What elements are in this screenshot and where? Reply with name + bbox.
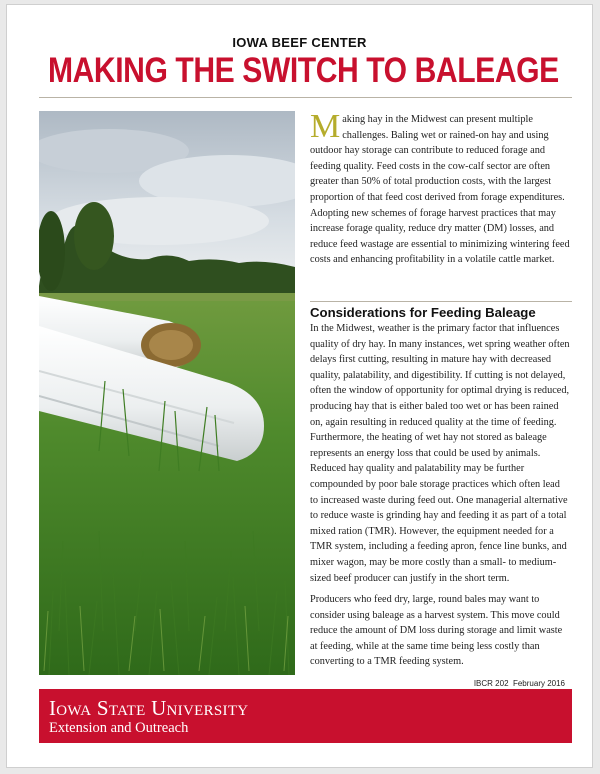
dropcap-letter: M [310, 108, 341, 145]
footer-banner [39, 689, 572, 743]
intro-text: aking hay in the Midwest can present multiple challenges. Baling wet or rained-on hay and using outdoor hay storage can contribute to reduced forage and feeding quality. Feed costs in the cow-calf sector are often greater than 50% of total production costs, with the largest proportion of that feed cost derived from forage expenditures. Adopting new schemes of forage harvest practices that may increase forage quality, reduce dry matter (DM) losses, and reduce feed wastage are essential to minimizing wintering feed costs and enhancing profitability in a volatile cattle market. [310, 114, 570, 266]
publication-date: February 2016 [512, 679, 565, 688]
page-title: MAKING THE SWITCH TO BALEAGE [47, 51, 559, 90]
body-paragraph-2: Producers who feed dry, large, round bales may want to consider using baleage as a harvest system. This move could reduce the amount of DM loss during storage and limit waste at feeding, while at the same time being less costly than converting to a TMR feeding system. [310, 594, 563, 668]
baleage-field-photo [39, 111, 295, 675]
document-page [6, 4, 593, 768]
university-wordmark [49, 697, 248, 719]
kicker-label: IOWA BEEF CENTER [232, 35, 367, 50]
publication-code: IBCR 202 [473, 679, 509, 688]
intro-paragraph [310, 108, 570, 268]
brand-name: Iowa State University [49, 696, 249, 720]
title-divider [39, 97, 572, 98]
section-divider [310, 301, 572, 302]
body-paragraph-1: In the Midwest, weather is the primary factor that influences quality of dry hay. In many instances, wet spring weather often delays first cutting, resulting in mature hay with decreased quality, palatability, and digestibility. If cutting is not delayed, often the window of opportunity for optimal drying is reduced, producing hay that is either baled too wet or has been rained on, again resulting in reduced quality at the time of feeding. Furthermore, the heating of wet hay not stored as baleage represents an energy loss that could be used by animals. Reduced hay quality and palatability may be further compounded by poor bale storage practices which often lead to increased waste during feed out. One managerial alternative to reduce waste is grinding hay and feeding it as part of a total mixed ration (TMR). However, the equipment needed for a TMR system, including a feeding apron, fence line bunks, and mixer wagon, may be more costly than a small- to medium-sized beef producer can justify in the short term. [310, 323, 570, 584]
extension-subtitle: Extension and Outreach [49, 720, 189, 736]
section-heading: Considerations for Feeding Baleage [310, 305, 536, 320]
publication-info [474, 679, 565, 688]
